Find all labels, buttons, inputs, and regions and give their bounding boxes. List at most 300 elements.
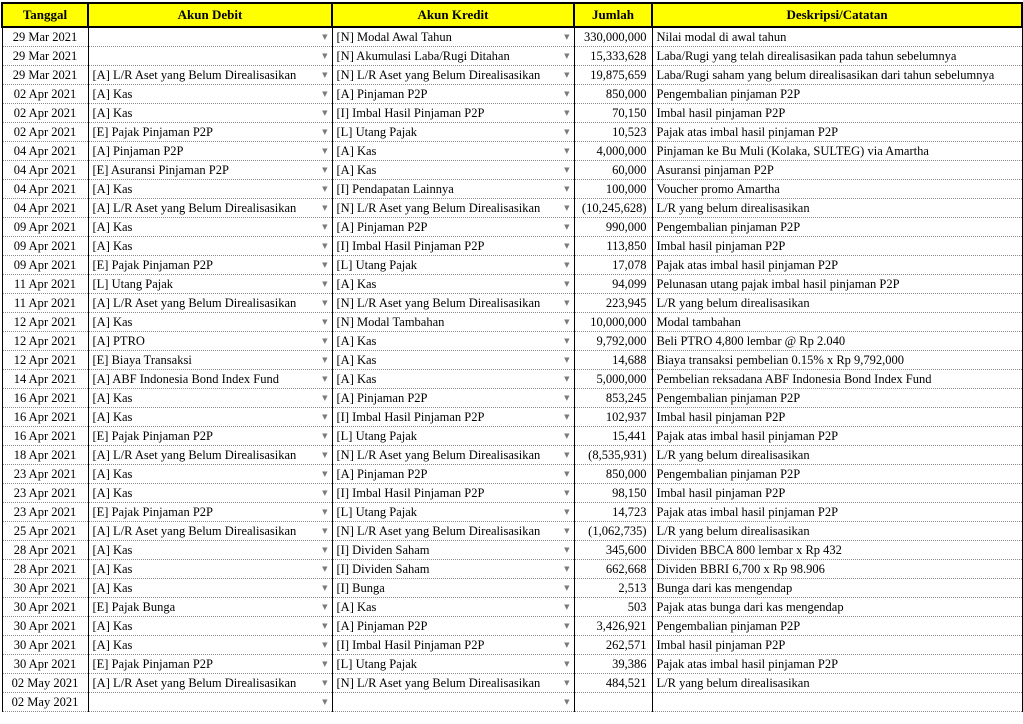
description-cell[interactable]	[652, 693, 1022, 712]
date-cell[interactable]: 30 Apr 2021	[2, 655, 88, 674]
account-dropdown[interactable]	[337, 655, 570, 673]
date-cell[interactable]: 23 Apr 2021	[2, 465, 88, 484]
amount-cell[interactable]: 503	[574, 598, 652, 617]
debit-account-cell[interactable]	[88, 693, 332, 712]
account-dropdown[interactable]	[93, 332, 328, 350]
account-dropdown[interactable]	[337, 693, 570, 711]
debit-account-cell[interactable]	[88, 674, 332, 693]
credit-account-cell[interactable]	[332, 66, 574, 85]
description-cell[interactable]: Pengembalian pinjaman P2P	[652, 617, 1022, 636]
credit-account-cell[interactable]	[332, 85, 574, 104]
account-dropdown[interactable]	[337, 294, 570, 312]
date-cell[interactable]: 28 Apr 2021	[2, 560, 88, 579]
amount-cell[interactable]: 345,600	[574, 541, 652, 560]
date-cell[interactable]: 29 Mar 2021	[2, 27, 88, 47]
description-cell[interactable]: Pengembalian pinjaman P2P	[652, 85, 1022, 104]
credit-account-cell[interactable]	[332, 389, 574, 408]
amount-cell[interactable]: 5,000,000	[574, 370, 652, 389]
dropdown-arrow-icon[interactable]: ▼	[564, 52, 570, 60]
dropdown-arrow-icon[interactable]: ▼	[322, 679, 328, 687]
dropdown-arrow-icon[interactable]: ▼	[322, 603, 328, 611]
account-dropdown[interactable]	[93, 446, 328, 464]
description-cell[interactable]: Pajak atas imbal hasil pinjaman P2P	[652, 503, 1022, 522]
description-cell[interactable]: Pelunasan utang pajak imbal hasil pinjaman P2P	[652, 275, 1022, 294]
account-dropdown[interactable]	[337, 351, 570, 369]
dropdown-arrow-icon[interactable]: ▼	[322, 641, 328, 649]
description-cell[interactable]: Laba/Rugi yang telah direalisasikan pada tahun sebelumnya	[652, 47, 1022, 66]
dropdown-arrow-icon[interactable]: ▼	[564, 204, 570, 212]
account-dropdown[interactable]	[337, 28, 570, 46]
dropdown-arrow-icon[interactable]: ▼	[564, 698, 570, 706]
account-dropdown[interactable]	[93, 313, 328, 331]
debit-account-cell[interactable]	[88, 503, 332, 522]
account-dropdown[interactable]	[93, 579, 328, 597]
dropdown-arrow-icon[interactable]: ▼	[564, 280, 570, 288]
amount-cell[interactable]: (8,535,931)	[574, 446, 652, 465]
dropdown-arrow-icon[interactable]: ▼	[564, 166, 570, 174]
description-cell[interactable]: Pajak atas imbal hasil pinjaman P2P	[652, 427, 1022, 446]
dropdown-arrow-icon[interactable]: ▼	[322, 451, 328, 459]
description-cell[interactable]: Imbal hasil pinjaman P2P	[652, 237, 1022, 256]
account-dropdown[interactable]	[337, 275, 570, 293]
account-dropdown[interactable]	[337, 85, 570, 103]
description-cell[interactable]: L/R yang belum direalisasikan	[652, 446, 1022, 465]
dropdown-arrow-icon[interactable]: ▼	[564, 565, 570, 573]
dropdown-arrow-icon[interactable]: ▼	[564, 413, 570, 421]
dropdown-arrow-icon[interactable]: ▼	[564, 147, 570, 155]
debit-account-cell[interactable]	[88, 332, 332, 351]
dropdown-arrow-icon[interactable]: ▼	[322, 565, 328, 573]
debit-account-cell[interactable]	[88, 218, 332, 237]
debit-account-cell[interactable]	[88, 560, 332, 579]
debit-account-cell[interactable]	[88, 66, 332, 85]
description-cell[interactable]: Pembelian reksadana ABF Indonesia Bond Index Fund	[652, 370, 1022, 389]
amount-cell[interactable]: 850,000	[574, 465, 652, 484]
credit-account-cell[interactable]	[332, 484, 574, 503]
account-dropdown[interactable]	[93, 541, 328, 559]
credit-account-cell[interactable]	[332, 370, 574, 389]
amount-cell[interactable]: 853,245	[574, 389, 652, 408]
amount-cell[interactable]: 94,099	[574, 275, 652, 294]
description-cell[interactable]: Pajak atas imbal hasil pinjaman P2P	[652, 655, 1022, 674]
credit-account-cell[interactable]	[332, 465, 574, 484]
credit-account-cell[interactable]	[332, 655, 574, 674]
account-dropdown[interactable]	[93, 256, 328, 274]
account-dropdown[interactable]	[337, 636, 570, 654]
amount-cell[interactable]: 19,875,659	[574, 66, 652, 85]
dropdown-arrow-icon[interactable]: ▼	[322, 109, 328, 117]
credit-account-cell[interactable]	[332, 294, 574, 313]
account-dropdown[interactable]	[93, 522, 328, 540]
account-dropdown[interactable]	[337, 427, 570, 445]
description-cell[interactable]: L/R yang belum direalisasikan	[652, 522, 1022, 541]
debit-account-cell[interactable]	[88, 199, 332, 218]
dropdown-arrow-icon[interactable]: ▼	[322, 527, 328, 535]
dropdown-arrow-icon[interactable]: ▼	[564, 432, 570, 440]
debit-account-cell[interactable]	[88, 617, 332, 636]
dropdown-arrow-icon[interactable]: ▼	[564, 375, 570, 383]
amount-cell[interactable]: 14,688	[574, 351, 652, 370]
date-cell[interactable]: 30 Apr 2021	[2, 617, 88, 636]
account-dropdown[interactable]	[337, 123, 570, 141]
credit-account-cell[interactable]	[332, 47, 574, 66]
dropdown-arrow-icon[interactable]: ▼	[564, 489, 570, 497]
description-cell[interactable]: Pajak atas bunga dari kas mengendap	[652, 598, 1022, 617]
date-cell[interactable]: 11 Apr 2021	[2, 294, 88, 313]
dropdown-arrow-icon[interactable]: ▼	[322, 337, 328, 345]
account-dropdown[interactable]	[337, 389, 570, 407]
amount-cell[interactable]: 2,513	[574, 579, 652, 598]
debit-account-cell[interactable]	[88, 313, 332, 332]
dropdown-arrow-icon[interactable]: ▼	[322, 52, 328, 60]
date-cell[interactable]: 16 Apr 2021	[2, 389, 88, 408]
dropdown-arrow-icon[interactable]: ▼	[322, 128, 328, 136]
date-cell[interactable]: 09 Apr 2021	[2, 237, 88, 256]
date-cell[interactable]: 02 May 2021	[2, 674, 88, 693]
date-cell[interactable]: 30 Apr 2021	[2, 579, 88, 598]
account-dropdown[interactable]	[93, 161, 328, 179]
account-dropdown[interactable]	[93, 104, 328, 122]
credit-account-cell[interactable]	[332, 541, 574, 560]
dropdown-arrow-icon[interactable]: ▼	[322, 33, 328, 41]
dropdown-arrow-icon[interactable]: ▼	[564, 394, 570, 402]
amount-cell[interactable]: (10,245,628)	[574, 199, 652, 218]
credit-account-cell[interactable]	[332, 256, 574, 275]
dropdown-arrow-icon[interactable]: ▼	[322, 489, 328, 497]
credit-account-cell[interactable]	[332, 579, 574, 598]
debit-account-cell[interactable]	[88, 484, 332, 503]
date-cell[interactable]: 02 Apr 2021	[2, 85, 88, 104]
date-cell[interactable]: 18 Apr 2021	[2, 446, 88, 465]
dropdown-arrow-icon[interactable]: ▼	[322, 280, 328, 288]
description-cell[interactable]: L/R yang belum direalisasikan	[652, 199, 1022, 218]
account-dropdown[interactable]	[93, 693, 328, 711]
description-cell[interactable]: Nilai modal di awal tahun	[652, 27, 1022, 47]
dropdown-arrow-icon[interactable]: ▼	[322, 204, 328, 212]
date-cell[interactable]: 12 Apr 2021	[2, 332, 88, 351]
date-cell[interactable]: 30 Apr 2021	[2, 636, 88, 655]
credit-account-cell[interactable]	[332, 142, 574, 161]
dropdown-arrow-icon[interactable]: ▼	[564, 679, 570, 687]
dropdown-arrow-icon[interactable]: ▼	[322, 394, 328, 402]
credit-account-cell[interactable]	[332, 693, 574, 712]
debit-account-cell[interactable]	[88, 408, 332, 427]
credit-account-cell[interactable]	[332, 218, 574, 237]
dropdown-arrow-icon[interactable]: ▼	[322, 546, 328, 554]
dropdown-arrow-icon[interactable]: ▼	[564, 185, 570, 193]
dropdown-arrow-icon[interactable]: ▼	[564, 356, 570, 364]
debit-account-cell[interactable]	[88, 161, 332, 180]
debit-account-cell[interactable]	[88, 351, 332, 370]
date-cell[interactable]: 09 Apr 2021	[2, 256, 88, 275]
account-dropdown[interactable]	[337, 522, 570, 540]
amount-cell[interactable]: 662,668	[574, 560, 652, 579]
dropdown-arrow-icon[interactable]: ▼	[322, 660, 328, 668]
dropdown-arrow-icon[interactable]: ▼	[322, 147, 328, 155]
account-dropdown[interactable]	[93, 351, 328, 369]
amount-cell[interactable]: 15,333,628	[574, 47, 652, 66]
date-cell[interactable]: 12 Apr 2021	[2, 351, 88, 370]
date-cell[interactable]: 23 Apr 2021	[2, 503, 88, 522]
dropdown-arrow-icon[interactable]: ▼	[322, 356, 328, 364]
debit-account-cell[interactable]	[88, 370, 332, 389]
dropdown-arrow-icon[interactable]: ▼	[322, 185, 328, 193]
date-cell[interactable]: 28 Apr 2021	[2, 541, 88, 560]
account-dropdown[interactable]	[337, 503, 570, 521]
date-cell[interactable]: 02 Apr 2021	[2, 123, 88, 142]
account-dropdown[interactable]	[337, 237, 570, 255]
dropdown-arrow-icon[interactable]: ▼	[322, 432, 328, 440]
dropdown-arrow-icon[interactable]: ▼	[322, 375, 328, 383]
credit-account-cell[interactable]	[332, 522, 574, 541]
debit-account-cell[interactable]	[88, 655, 332, 674]
amount-cell[interactable]: 850,000	[574, 85, 652, 104]
description-cell[interactable]: Pengembalian pinjaman P2P	[652, 218, 1022, 237]
credit-account-cell[interactable]	[332, 313, 574, 332]
amount-cell[interactable]: 102,937	[574, 408, 652, 427]
dropdown-arrow-icon[interactable]: ▼	[322, 698, 328, 706]
description-cell[interactable]: Pengembalian pinjaman P2P	[652, 389, 1022, 408]
dropdown-arrow-icon[interactable]: ▼	[564, 641, 570, 649]
description-cell[interactable]: Bunga dari kas mengendap	[652, 579, 1022, 598]
dropdown-arrow-icon[interactable]: ▼	[564, 223, 570, 231]
account-dropdown[interactable]	[93, 655, 328, 673]
account-dropdown[interactable]	[93, 560, 328, 578]
amount-cell[interactable]: 15,441	[574, 427, 652, 446]
dropdown-arrow-icon[interactable]: ▼	[564, 508, 570, 516]
description-cell[interactable]: Asuransi pinjaman P2P	[652, 161, 1022, 180]
account-dropdown[interactable]	[337, 617, 570, 635]
amount-cell[interactable]	[574, 693, 652, 712]
amount-cell[interactable]: 10,523	[574, 123, 652, 142]
credit-account-cell[interactable]	[332, 123, 574, 142]
dropdown-arrow-icon[interactable]: ▼	[322, 470, 328, 478]
amount-cell[interactable]: 39,386	[574, 655, 652, 674]
amount-cell[interactable]: 98,150	[574, 484, 652, 503]
account-dropdown[interactable]	[93, 199, 328, 217]
account-dropdown[interactable]	[93, 674, 328, 692]
account-dropdown[interactable]	[337, 47, 570, 65]
account-dropdown[interactable]	[337, 161, 570, 179]
account-dropdown[interactable]	[93, 142, 328, 160]
account-dropdown[interactable]	[93, 636, 328, 654]
debit-account-cell[interactable]	[88, 636, 332, 655]
account-dropdown[interactable]	[337, 408, 570, 426]
account-dropdown[interactable]	[93, 180, 328, 198]
date-cell[interactable]: 02 Apr 2021	[2, 104, 88, 123]
account-dropdown[interactable]	[93, 123, 328, 141]
account-dropdown[interactable]	[93, 389, 328, 407]
credit-account-cell[interactable]	[332, 275, 574, 294]
credit-account-cell[interactable]	[332, 408, 574, 427]
debit-account-cell[interactable]	[88, 598, 332, 617]
credit-account-cell[interactable]	[332, 636, 574, 655]
dropdown-arrow-icon[interactable]: ▼	[564, 546, 570, 554]
description-cell[interactable]: Dividen BBCA 800 lembar x Rp 432	[652, 541, 1022, 560]
credit-account-cell[interactable]	[332, 199, 574, 218]
date-cell[interactable]: 25 Apr 2021	[2, 522, 88, 541]
debit-account-cell[interactable]	[88, 465, 332, 484]
account-dropdown[interactable]	[337, 484, 570, 502]
date-cell[interactable]: 09 Apr 2021	[2, 218, 88, 237]
debit-account-cell[interactable]	[88, 275, 332, 294]
account-dropdown[interactable]	[93, 484, 328, 502]
account-dropdown[interactable]	[337, 180, 570, 198]
debit-account-cell[interactable]	[88, 541, 332, 560]
description-cell[interactable]: Beli PTRO 4,800 lembar @ Rp 2.040	[652, 332, 1022, 351]
dropdown-arrow-icon[interactable]: ▼	[322, 71, 328, 79]
dropdown-arrow-icon[interactable]: ▼	[322, 166, 328, 174]
account-dropdown[interactable]	[93, 598, 328, 616]
debit-account-cell[interactable]	[88, 142, 332, 161]
description-cell[interactable]: Dividen BBRI 6,700 x Rp 98.906	[652, 560, 1022, 579]
description-cell[interactable]: Voucher promo Amartha	[652, 180, 1022, 199]
debit-account-cell[interactable]	[88, 104, 332, 123]
date-cell[interactable]: 14 Apr 2021	[2, 370, 88, 389]
dropdown-arrow-icon[interactable]: ▼	[564, 603, 570, 611]
credit-account-cell[interactable]	[332, 503, 574, 522]
amount-cell[interactable]: 262,571	[574, 636, 652, 655]
amount-cell[interactable]: 4,000,000	[574, 142, 652, 161]
date-cell[interactable]: 12 Apr 2021	[2, 313, 88, 332]
dropdown-arrow-icon[interactable]: ▼	[322, 223, 328, 231]
description-cell[interactable]: Imbal hasil pinjaman P2P	[652, 636, 1022, 655]
account-dropdown[interactable]	[337, 674, 570, 692]
account-dropdown[interactable]	[337, 465, 570, 483]
amount-cell[interactable]: 223,945	[574, 294, 652, 313]
dropdown-arrow-icon[interactable]: ▼	[322, 584, 328, 592]
date-cell[interactable]: 23 Apr 2021	[2, 484, 88, 503]
dropdown-arrow-icon[interactable]: ▼	[564, 299, 570, 307]
date-cell[interactable]: 11 Apr 2021	[2, 275, 88, 294]
debit-account-cell[interactable]	[88, 446, 332, 465]
date-cell[interactable]: 29 Mar 2021	[2, 66, 88, 85]
account-dropdown[interactable]	[337, 541, 570, 559]
dropdown-arrow-icon[interactable]: ▼	[564, 337, 570, 345]
account-dropdown[interactable]	[337, 579, 570, 597]
account-dropdown[interactable]	[337, 446, 570, 464]
account-dropdown[interactable]	[337, 142, 570, 160]
account-dropdown[interactable]	[93, 294, 328, 312]
account-dropdown[interactable]	[93, 85, 328, 103]
date-cell[interactable]: 29 Mar 2021	[2, 47, 88, 66]
account-dropdown[interactable]	[93, 370, 328, 388]
credit-account-cell[interactable]	[332, 104, 574, 123]
dropdown-arrow-icon[interactable]: ▼	[564, 90, 570, 98]
dropdown-arrow-icon[interactable]: ▼	[322, 90, 328, 98]
description-cell[interactable]: Pajak atas imbal hasil pinjaman P2P	[652, 123, 1022, 142]
debit-account-cell[interactable]	[88, 389, 332, 408]
dropdown-arrow-icon[interactable]: ▼	[322, 413, 328, 421]
date-cell[interactable]: 04 Apr 2021	[2, 142, 88, 161]
account-dropdown[interactable]	[93, 28, 328, 46]
credit-account-cell[interactable]	[332, 180, 574, 199]
description-cell[interactable]: Imbal hasil pinjaman P2P	[652, 104, 1022, 123]
credit-account-cell[interactable]	[332, 237, 574, 256]
account-dropdown[interactable]	[337, 370, 570, 388]
credit-account-cell[interactable]	[332, 427, 574, 446]
credit-account-cell[interactable]	[332, 446, 574, 465]
account-dropdown[interactable]	[93, 617, 328, 635]
dropdown-arrow-icon[interactable]: ▼	[564, 242, 570, 250]
dropdown-arrow-icon[interactable]: ▼	[564, 622, 570, 630]
amount-cell[interactable]: 484,521	[574, 674, 652, 693]
dropdown-arrow-icon[interactable]: ▼	[564, 128, 570, 136]
description-cell[interactable]: Modal tambahan	[652, 313, 1022, 332]
credit-account-cell[interactable]	[332, 161, 574, 180]
debit-account-cell[interactable]	[88, 294, 332, 313]
dropdown-arrow-icon[interactable]: ▼	[564, 660, 570, 668]
description-cell[interactable]: L/R yang belum direalisasikan	[652, 294, 1022, 313]
date-cell[interactable]: 16 Apr 2021	[2, 408, 88, 427]
description-cell[interactable]: Pinjaman ke Bu Muli (Kolaka, SULTEG) via Amartha	[652, 142, 1022, 161]
date-cell[interactable]: 04 Apr 2021	[2, 180, 88, 199]
description-cell[interactable]: Pajak atas imbal hasil pinjaman P2P	[652, 256, 1022, 275]
description-cell[interactable]: L/R yang belum direalisasikan	[652, 674, 1022, 693]
dropdown-arrow-icon[interactable]: ▼	[564, 261, 570, 269]
dropdown-arrow-icon[interactable]: ▼	[322, 261, 328, 269]
credit-account-cell[interactable]	[332, 617, 574, 636]
dropdown-arrow-icon[interactable]: ▼	[564, 451, 570, 459]
credit-account-cell[interactable]	[332, 27, 574, 47]
date-cell[interactable]: 04 Apr 2021	[2, 199, 88, 218]
dropdown-arrow-icon[interactable]: ▼	[564, 318, 570, 326]
account-dropdown[interactable]	[337, 218, 570, 236]
account-dropdown[interactable]	[93, 47, 328, 65]
account-dropdown[interactable]	[93, 465, 328, 483]
account-dropdown[interactable]	[93, 427, 328, 445]
debit-account-cell[interactable]	[88, 256, 332, 275]
amount-cell[interactable]: 14,723	[574, 503, 652, 522]
amount-cell[interactable]: 10,000,000	[574, 313, 652, 332]
dropdown-arrow-icon[interactable]: ▼	[564, 470, 570, 478]
account-dropdown[interactable]	[337, 313, 570, 331]
account-dropdown[interactable]	[337, 66, 570, 84]
account-dropdown[interactable]	[93, 237, 328, 255]
account-dropdown[interactable]	[93, 408, 328, 426]
date-cell[interactable]: 04 Apr 2021	[2, 161, 88, 180]
account-dropdown[interactable]	[337, 104, 570, 122]
debit-account-cell[interactable]	[88, 85, 332, 104]
description-cell[interactable]: Biaya transaksi pembelian 0.15% x Rp 9,792,000	[652, 351, 1022, 370]
description-cell[interactable]: Imbal hasil pinjaman P2P	[652, 484, 1022, 503]
date-cell[interactable]: 16 Apr 2021	[2, 427, 88, 446]
amount-cell[interactable]: 17,078	[574, 256, 652, 275]
amount-cell[interactable]: 100,000	[574, 180, 652, 199]
date-cell[interactable]: 02 May 2021	[2, 693, 88, 712]
amount-cell[interactable]: 3,426,921	[574, 617, 652, 636]
amount-cell[interactable]: (1,062,735)	[574, 522, 652, 541]
date-cell[interactable]: 30 Apr 2021	[2, 598, 88, 617]
dropdown-arrow-icon[interactable]: ▼	[564, 109, 570, 117]
debit-account-cell[interactable]	[88, 27, 332, 47]
credit-account-cell[interactable]	[332, 674, 574, 693]
credit-account-cell[interactable]	[332, 332, 574, 351]
account-dropdown[interactable]	[93, 218, 328, 236]
debit-account-cell[interactable]	[88, 237, 332, 256]
account-dropdown[interactable]	[93, 503, 328, 521]
description-cell[interactable]: Imbal hasil pinjaman P2P	[652, 408, 1022, 427]
account-dropdown[interactable]	[337, 332, 570, 350]
debit-account-cell[interactable]	[88, 123, 332, 142]
account-dropdown[interactable]	[93, 275, 328, 293]
dropdown-arrow-icon[interactable]: ▼	[322, 508, 328, 516]
account-dropdown[interactable]	[337, 598, 570, 616]
credit-account-cell[interactable]	[332, 351, 574, 370]
debit-account-cell[interactable]	[88, 427, 332, 446]
amount-cell[interactable]: 990,000	[574, 218, 652, 237]
dropdown-arrow-icon[interactable]: ▼	[564, 584, 570, 592]
